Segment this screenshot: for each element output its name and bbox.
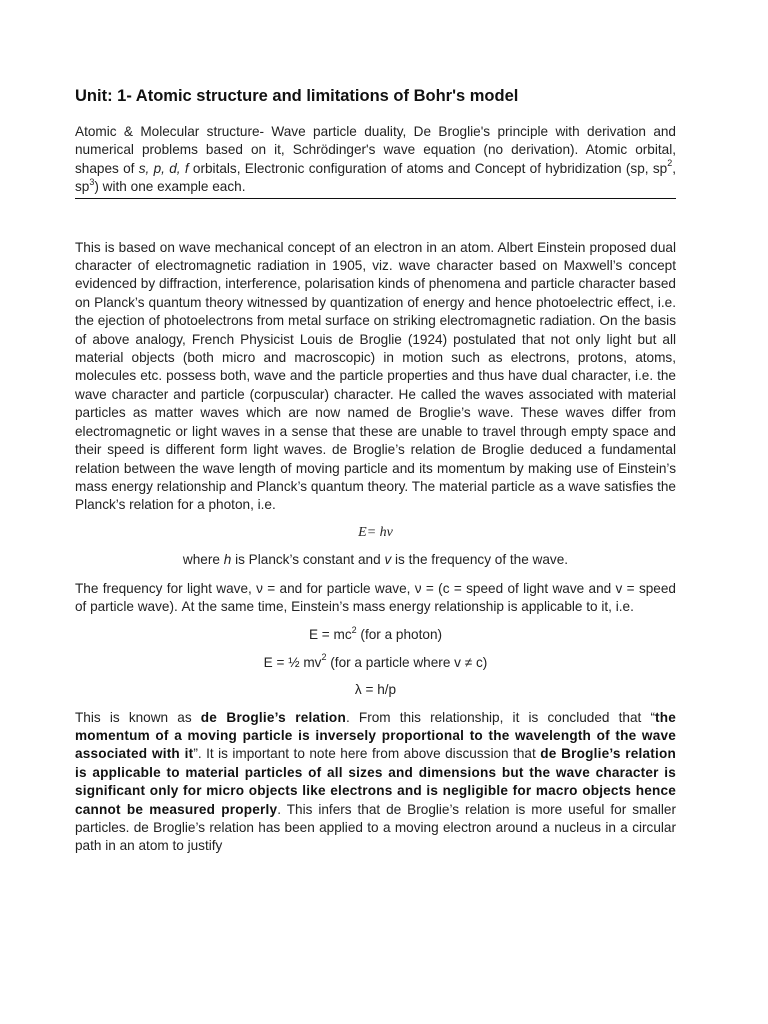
planck-equation: E= hν xyxy=(358,524,393,540)
lambda-equation: λ = h/p xyxy=(354,682,397,698)
particle-eq-note: (for a particle where v ≠ c) xyxy=(326,654,488,670)
syllabus-text-2: orbitals, Electronic configuration of atoms and Concept of hybridization (sp, sp xyxy=(188,160,668,176)
document-page xyxy=(75,86,676,856)
frequency-paragraph: The frequency for light wave, ν = and for particle wave, ν = (c = speed of light wave and v = speed of particle wave). At the same time, Einstein’s mass energy relationship is applicable to it, i.e. xyxy=(75,580,676,614)
particle-eq-text: E = ½ mv xyxy=(263,654,322,670)
unit-title: Unit: 1- Atomic structure and limitations of Bohr's model xyxy=(75,87,519,105)
intro-paragraph: This is based on wave mechanical concept of an electron in an atom. Albert Einstein proposed dual character of electromagnetic radiation in 1905, viz. wave character based on Maxwell’s concept evidenced by diffraction, interference, polarisation kinds of phenomena and particle character based on Planck’s quantum theory witnessed by quantization of energy and hence photoelectric effect, i.e. the ejection of photoelectrons from metal surface on striking electromagnetic radiation. On the basis of above analogy, French Physicist Louis de Broglie (1924) postulated that not only light but all material objects (both micro and macroscopic) in motion such as electrons, protons, atoms, molecules etc. possess both, wave and the particle properties and thus have dual character, i.e. the wave character and particle (corpuscular) character. He called the waves associated with material particles as matter waves which are now named de Broglie’s wave. These waves differ from electromagnetic or light waves in a sense that these are unable to travel through empty space and their speed is different form light waves. de Broglie’s relation de Broglie deduced a fundamental relation between the wave length of moving particle and its momentum by making use of Einstein’s mass energy relationship and Planck’s quantum theory. The material particle as a wave satisfies the Planck’s relation for a photon, i.e. xyxy=(75,239,676,513)
where-line xyxy=(75,551,676,569)
syllabus-text-1: Atomic & Molecular structure- Wave particle duality, De Broglie's principle with derivation and numerical problems based on it, Schrödinger's wave equation (no derivation). Atomic orbital, shapes of xyxy=(75,124,676,176)
photon-equation xyxy=(75,626,676,644)
conclusion-bold-1: de Broglie’s relation xyxy=(200,709,346,725)
conclusion-text-2: . From this relationship, it is concluded that “ xyxy=(345,709,655,725)
conclusion-text-4: . This infers that de Broglie’s relation is more useful for smaller particles. de Broglie’s relation has been applied to a moving electron around a nucleus in a circular path in an atom to justify xyxy=(75,801,677,854)
v-symbol: v xyxy=(384,552,392,568)
photon-eq-superscript: 2 xyxy=(351,624,357,635)
orbital-letters: s, p, d, f xyxy=(138,160,189,176)
photon-eq-text: E = mc xyxy=(308,627,352,643)
conclusion-text-3: ”. It is important to note here from above discussion that xyxy=(193,746,541,762)
conclusion-text-1: This is known as xyxy=(75,709,201,725)
where-text-3: is the frequency of the wave. xyxy=(391,552,569,568)
where-text-2: is Planck’s constant and xyxy=(231,552,385,568)
h-symbol: h xyxy=(223,552,232,568)
photon-eq-note: (for a photon) xyxy=(356,627,443,643)
particle-eq-superscript: 2 xyxy=(321,652,327,663)
syllabus-text-4: ) with one example each. xyxy=(94,179,246,195)
conclusion-paragraph xyxy=(75,709,676,856)
particle-equation xyxy=(75,654,676,672)
superscript-3: 3 xyxy=(89,176,95,187)
where-text: where xyxy=(182,552,224,568)
conclusion-bold-3: de Broglie’s relation is applicable to material particles of all sizes and dimensions but the wave character is significant only for micro objects like electrons and is negligible for macro objects hence cannot be measured properly xyxy=(75,746,676,817)
syllabus-paragraph xyxy=(75,123,676,199)
conclusion-bold-2: the momentum of a moving particle is inversely proportional to the wavelength of the wave associated with it xyxy=(75,709,676,762)
superscript-2: 2 xyxy=(667,158,673,169)
syllabus-text-3: , sp xyxy=(75,160,676,195)
